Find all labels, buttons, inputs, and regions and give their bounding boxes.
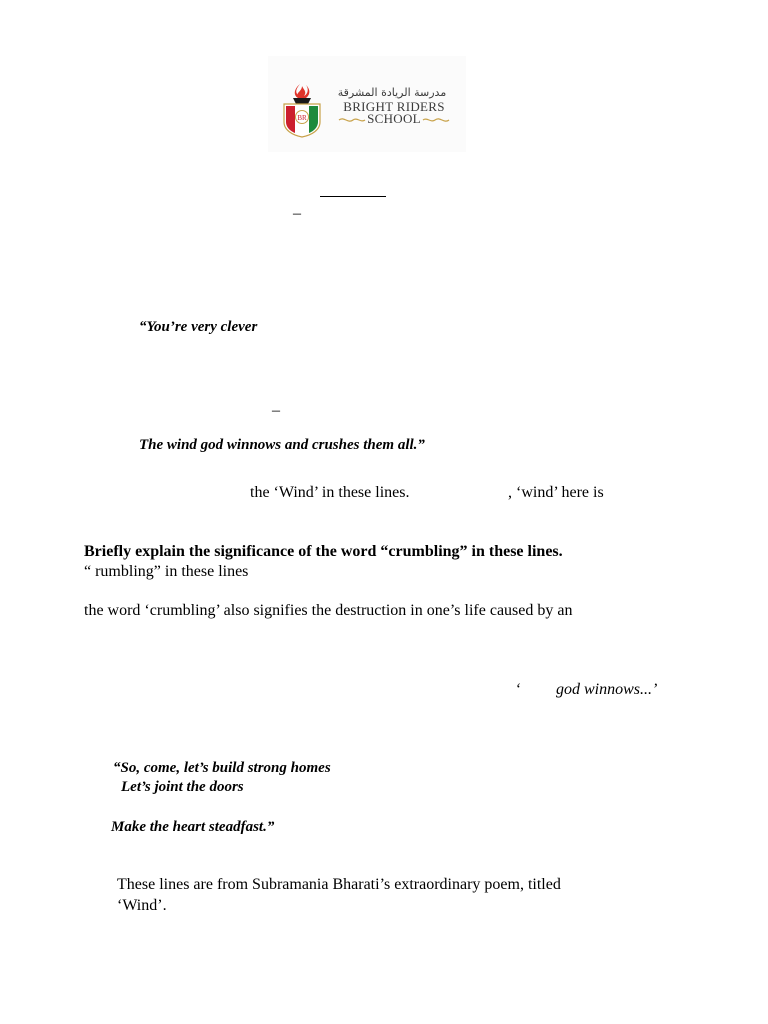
- dash-mark: –: [293, 205, 301, 222]
- god-winnows-quote: god winnows...’: [556, 681, 658, 698]
- wind-reference-continuation: , ‘wind’ here is: [508, 484, 604, 501]
- poem-line-1: “So, come, let’s build strong homes: [113, 760, 331, 776]
- logo-arabic-name: مدرسة الريادة المشرقة: [337, 86, 447, 99]
- torch-shield-emblem-icon: [276, 82, 328, 138]
- quote-mark: ‘: [515, 681, 521, 698]
- emblem-initials: BR: [297, 114, 307, 122]
- heading-underline: [320, 196, 386, 197]
- quote-line-closing: The wind god winnows and crushes them all.”: [139, 437, 425, 453]
- right-ornament-icon: [422, 115, 450, 125]
- crumbling-explanation: the word ‘crumbling’ also signifies the destruction in one’s life caused by an: [84, 602, 573, 619]
- poem-line-3: Make the heart steadfast.”: [111, 819, 275, 835]
- logo-school-row: [334, 112, 454, 128]
- wind-reference-text: the ‘Wind’ in these lines.: [250, 484, 410, 501]
- answer-start: “ rumbling” in these lines: [84, 563, 249, 580]
- quote-line-opening: “You’re very clever: [139, 319, 258, 335]
- school-logo: [268, 56, 466, 152]
- poem-line-2: Let’s joint the doors: [121, 779, 244, 795]
- dash-mark-2: –: [272, 402, 280, 419]
- logo-school-word: SCHOOL: [367, 111, 421, 126]
- logo-school-name: BRIGHT RIDERS: [343, 99, 445, 114]
- paragraph-line-2: ‘Wind’.: [117, 897, 167, 914]
- left-ornament-icon: [338, 115, 366, 125]
- question-heading: Briefly explain the significance of the word “crumbling” in these lines.: [84, 543, 563, 560]
- paragraph-line-1: These lines are from Subramania Bharati’s extraordinary poem, titled: [117, 876, 561, 893]
